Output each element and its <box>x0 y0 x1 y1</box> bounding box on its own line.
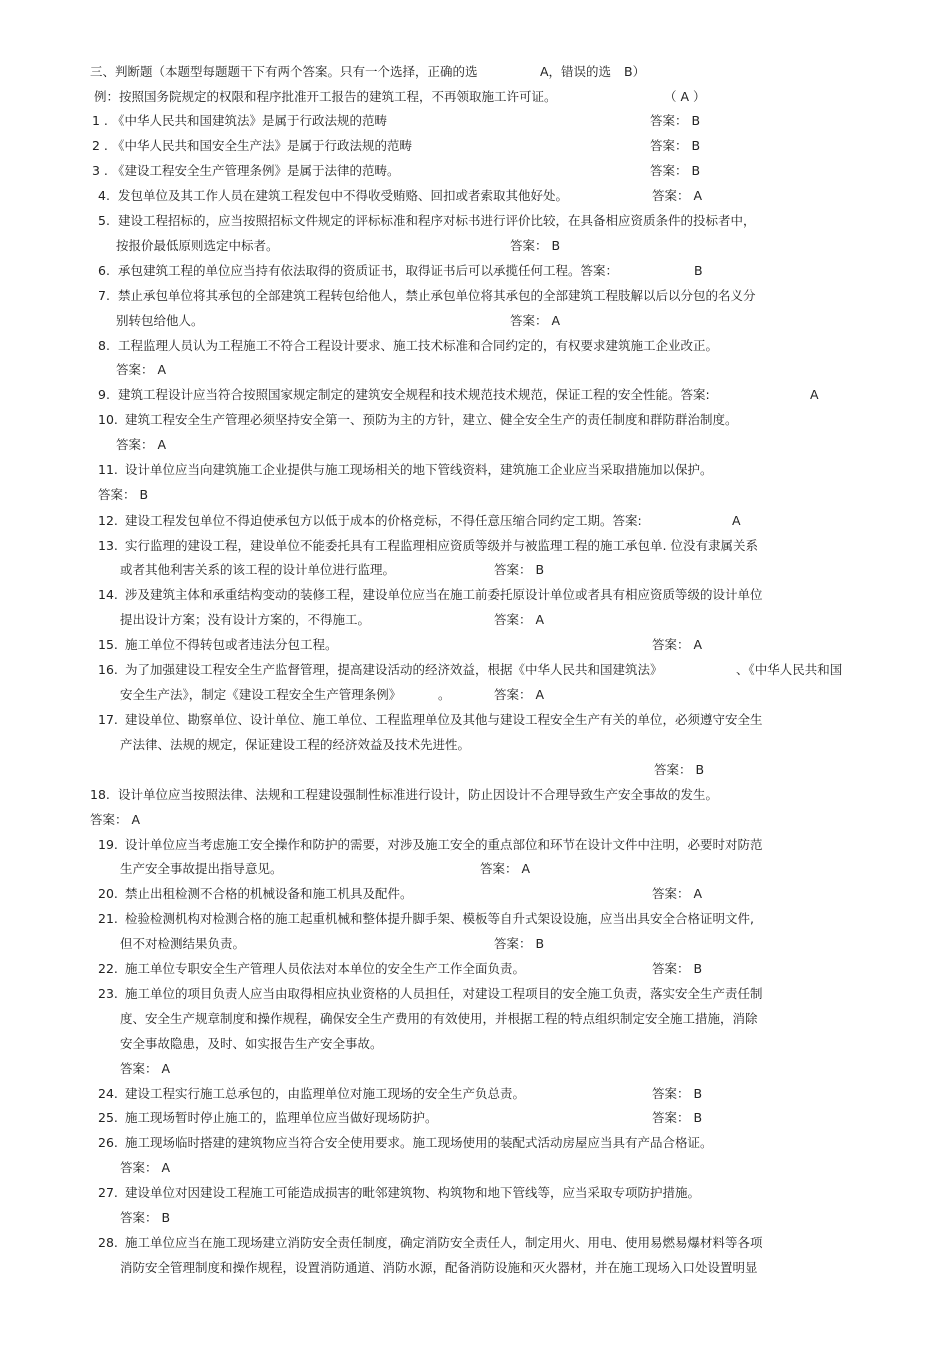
question-text: 施工现场暂时停止施工的，监理单位应当做好现场防护。 <box>125 1110 438 1125</box>
question-text: 建筑工程安全生产管理必须坚持安全第一、预防为主的方针，建立、健全安全生产的责任制度和群防群治制度。 <box>125 412 738 427</box>
question-number: 4. <box>98 188 110 203</box>
question-text: 施工单位的项目负责人应当由取得相应执业资格的人员担任，对建设工程项目的安全施工负责，落实安全生产责任制 <box>125 986 763 1001</box>
question-number: 17. <box>98 712 118 727</box>
question-text: 《建设工程安全生产管理条例》是属于法律的范畴。 <box>112 163 400 178</box>
question-number: 11. <box>98 462 118 477</box>
question-answer: 答案： A <box>120 1160 171 1175</box>
question-number: 8. <box>98 338 110 353</box>
question-number: 22. <box>98 961 118 976</box>
question-answer: 答案： A <box>510 313 561 328</box>
question-text: 或者其他利害关系的该工程的设计单位进行监理。 <box>120 562 396 577</box>
question-text: 设计单位应当向建筑施工企业提供与施工现场相关的地下管线资料，建筑施工企业应当采取措施加以保护。 <box>125 462 713 477</box>
question-text: 产法律、法规的规定，保证建设工程的经济效益及技术先进性。 <box>120 737 471 752</box>
question-text: 发包单位及其工作人员在建筑工程发包中不得收受贿赂、回扣或者索取其他好处。 <box>118 188 569 203</box>
question-text: 施工单位应当在施工现场建立消防安全责任制度，确定消防安全责任人，制定用火、用电、使用易燃易爆材料等各项 <box>125 1235 763 1250</box>
question-number: 27. <box>98 1185 118 1200</box>
section-header-correct: A，错误的选 <box>540 64 612 79</box>
question-number: 13. <box>98 538 118 553</box>
question-text: 别转包给他人。 <box>116 313 204 328</box>
question-number: 6. <box>98 263 110 278</box>
question-text: 按报价最低原则选定中标者。 <box>116 238 279 253</box>
question-number: 28. <box>98 1235 118 1250</box>
question-answer: 答案： B <box>652 1110 703 1125</box>
question-text: 建设单位、勘察单位、设计单位、施工单位、工程监理单位及其他与建设工程安全生产有关的单位，必须遵守安全生 <box>125 712 763 727</box>
question-text: 提出设计方案；没有设计方案的，不得施工。 <box>120 612 371 627</box>
question-text: 安全事故隐患，及时、如实报告生产安全事故。 <box>120 1036 383 1051</box>
question-answer: 答案： B <box>494 562 545 577</box>
question-answer: 答案： B <box>510 238 561 253</box>
question-text: 消防安全管理制度和操作规程，设置消防通道、消防水源，配备消防设施和灭火器材，并在施工现场入口处设置明显 <box>120 1260 758 1275</box>
example-answer: （ A ） <box>664 89 706 104</box>
question-answer: 答案： A <box>652 886 703 901</box>
question-answer: 答案： A <box>494 687 545 702</box>
question-answer: B <box>694 263 703 278</box>
question-answer: 答案： B <box>98 487 149 502</box>
question-number: 15. <box>98 637 118 652</box>
question-answer: 答案： B <box>120 1210 171 1225</box>
question-answer: 答案： A <box>652 188 703 203</box>
question-text: 、《中华人民共和国 <box>736 662 843 677</box>
question-number: 16. <box>98 662 118 677</box>
example-text: 例：按照国务院规定的权限和程序批准开工报告的建筑工程，不再领取施工许可证。 <box>94 89 557 104</box>
question-text: 建设工程发包单位不得迫使承包方以低于成本的价格竞标，不得任意压缩合同约定工期。答案: <box>125 513 642 528</box>
question-answer: 答案： A <box>652 637 703 652</box>
question-answer: 答案： B <box>650 138 701 153</box>
question-number: 25. <box>98 1110 118 1125</box>
question-answer: 答案： B <box>652 961 703 976</box>
question-text: 实行监理的建设工程，建设单位不能委托具有工程监理相应资质等级并与被监理工程的施工承包单. 位没有隶属关系 <box>125 538 758 553</box>
question-number: 23. <box>98 986 118 1001</box>
question-number: 3 . <box>92 163 108 178</box>
question-answer: A <box>732 513 741 528</box>
question-text: 工程监理人员认为工程施工不符合工程设计要求、施工技术标准和合同约定的，有权要求建筑施工企业改正。 <box>118 338 719 353</box>
question-answer: A <box>810 387 819 402</box>
question-answer: 答案： B <box>652 1086 703 1101</box>
question-number: 14. <box>98 587 118 602</box>
question-text: 施工单位专职安全生产管理人员依法对本单位的安全生产工作全面负责。 <box>125 961 526 976</box>
question-answer: 答案： A <box>120 1061 171 1076</box>
question-text: 为了加强建设工程安全生产监督管理，提高建设活动的经济效益，根据《中华人民共和国建筑法》 <box>125 662 663 677</box>
question-text: 设计单位应当考虑施工安全操作和防护的需要，对涉及施工安全的重点部位和环节在设计文件中注明，必要时对防范 <box>125 837 763 852</box>
question-answer: 答案： B <box>494 936 545 951</box>
question-text: 。 <box>438 687 451 702</box>
question-text: 安全生产法》，制定《建设工程安全生产管理条例》 <box>120 687 402 702</box>
question-number: 20. <box>98 886 118 901</box>
question-text: 《中华人民共和国安全生产法》是属于行政法规的范畴 <box>112 138 413 153</box>
question-number: 24. <box>98 1086 118 1101</box>
question-text: 建设工程招标的，应当按照招标文件规定的评标标准和程序对标书进行评价比较，在具备相应资质条件的投标者中， <box>118 213 756 228</box>
question-number: 19. <box>98 837 118 852</box>
question-number: 12. <box>98 513 118 528</box>
question-text: 建筑工程设计应当符合按照国家规定制定的建筑安全规程和技术规范技术规范，保证工程的安全性能。答案: <box>118 387 710 402</box>
question-text: 《中华人民共和国建筑法》是属于行政法规的范畴 <box>112 113 388 128</box>
question-text: 设计单位应当按照法律、法规和工程建设强制性标准进行设计，防止因设计不合理导致生产安全事故的发生。 <box>118 787 719 802</box>
question-answer: 答案： A <box>116 437 167 452</box>
question-text: 施工现场临时搭建的建筑物应当符合安全使用要求。施工现场使用的装配式活动房屋应当具有产品合格证。 <box>125 1135 713 1150</box>
question-number: 18. <box>90 787 110 802</box>
question-number: 2 . <box>92 138 108 153</box>
question-number: 9. <box>98 387 110 402</box>
question-number: 5. <box>98 213 110 228</box>
question-answer: 答案： A <box>116 362 167 377</box>
question-text: 承包建筑工程的单位应当持有依法取得的资质证书，取得证书后可以承揽任何工程。答案： <box>118 263 619 278</box>
question-answer: 答案： B <box>650 163 701 178</box>
section-header: 三、判断题（本题型每题题干下有两个答案。只有一个选择，正确的选 <box>90 64 478 79</box>
question-text: 建设工程实行施工总承包的，由监理单位对施工现场的安全生产负总责。 <box>125 1086 526 1101</box>
question-text: 检验检测机构对检测合格的施工起重机械和整体提升脚手架、模板等自升式架设设施，应当出具安全合格证明文件, <box>125 911 754 926</box>
question-answer: 答案： B <box>650 113 701 128</box>
section-header-wrong: B） <box>624 64 646 79</box>
question-text: 建设单位对因建设工程施工可能造成损害的毗邻建筑物、构筑物和地下管线等，应当采取专项防护措施。 <box>125 1185 701 1200</box>
question-answer: 答案： A <box>480 861 531 876</box>
question-number: 26. <box>98 1135 118 1150</box>
question-text: 禁止承包单位将其承包的全部建筑工程转包给他人，禁止承包单位将其承包的全部建筑工程肢解以后以分包的名义分 <box>118 288 756 303</box>
question-text: 禁止出租检测不合格的机械设备和施工机具及配件。 <box>125 886 413 901</box>
question-number: 1 . <box>92 113 108 128</box>
question-answer: 答案： A <box>494 612 545 627</box>
question-answer: 答案： A <box>90 812 141 827</box>
question-number: 10. <box>98 412 118 427</box>
question-text: 但不对检测结果负责。 <box>120 936 246 951</box>
question-number: 21. <box>98 911 118 926</box>
question-number: 7. <box>98 288 110 303</box>
question-text: 生产安全事故提出指导意见。 <box>120 861 283 876</box>
question-text: 度、安全生产规章制度和操作规程，确保安全生产费用的有效使用，并根据工程的特点组织制定安全施工措施，消除 <box>120 1011 758 1026</box>
question-text: 涉及建筑主体和承重结构变动的装修工程，建设单位应当在施工前委托原设计单位或者具有相应资质等级的设计单位 <box>125 587 763 602</box>
question-answer: 答案： B <box>654 762 705 777</box>
question-text: 施工单位不得转包或者违法分包工程。 <box>125 637 338 652</box>
